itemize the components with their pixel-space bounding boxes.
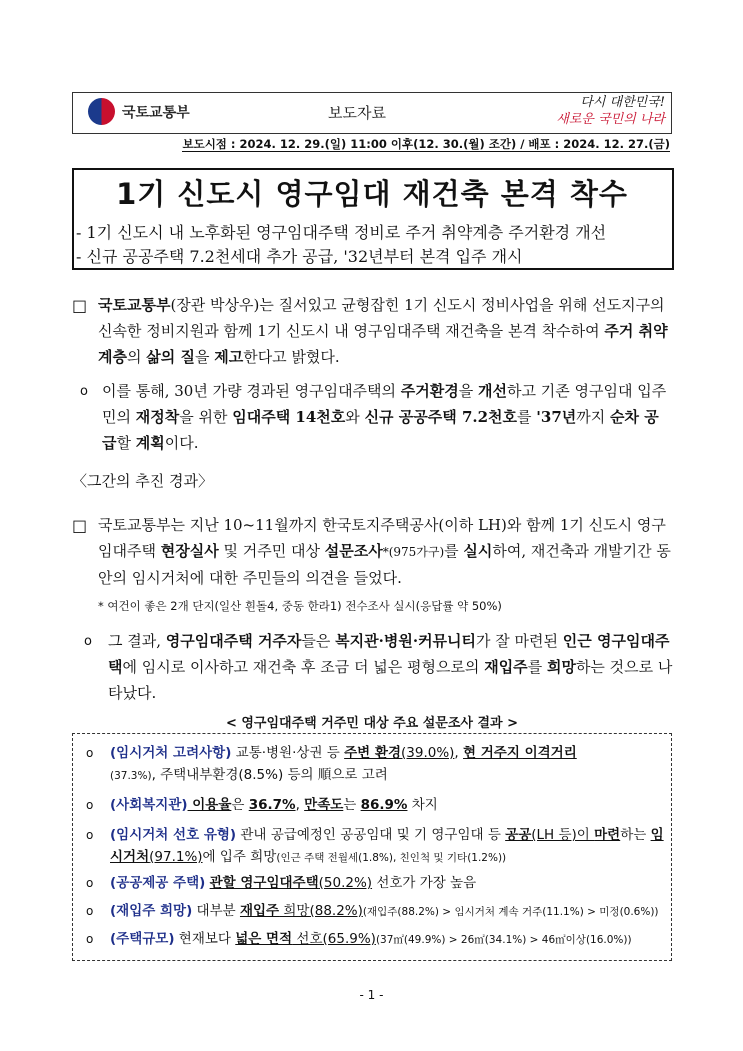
survey-percent: (39.0%) [401,745,455,761]
slogan [530,94,665,128]
p1-text-3: 을 [194,348,215,366]
footnote: * 여건이 좋은 2개 단지(일산 흰돌4, 중동 한라1) 전수조사 실시(응답률 약 50%) [98,599,502,613]
p3-text-1: 국토교통부는 지난 10~11월까지 한국토지주택공사(이하 LH)와 함께 1기 신도시 영구임대주택 [98,516,666,560]
release-text: 보도시점 : 2024. 12. 29.(일) 11:00 이후(12. 30.(월) 조간) / 배포 : 2024. 12. 27.(금) [182,137,670,151]
survey-text: 는 [343,797,361,813]
p4-text-2: 들은 [301,632,336,650]
survey-bold: 주변 환경 [344,745,401,761]
page-title: 1기 신도시 영구임대 재건축 본격 착수 [116,177,628,211]
p1-highlight-1: 주거 취약계층 [98,322,668,366]
p3-bold-1: 현장실사 [160,542,219,560]
p3-text-2: 및 거주민 대상 [218,542,325,560]
square-bullet-icon: □ [72,516,88,535]
survey-tag: (재입주 희망) [110,903,193,919]
p2-bold-5: 신규 공공주택 7.2천호 [364,408,518,426]
survey-tag: (공공제공 주택) [110,875,206,891]
survey-item [86,928,668,951]
survey-bold: 재입주 [239,903,280,919]
survey-text: (LH 등)이 [531,827,595,843]
p2-bold-8: 계획 [135,434,165,452]
taegeuk-logo-icon [88,98,115,125]
p3-text-3: 를 [444,542,464,560]
p2-text-4: 을 위한 [179,408,233,426]
paragraph-1 [98,292,670,370]
subtitle-2: - 신규 공공주택 7.2천세대 추가 공급, '32년부터 본격 입주 개시 [76,247,523,266]
p4-bold-1: 영구임대주택 거주자 [165,632,302,650]
p2-text-1: 이를 통해, 30년 가량 경과된 영구임대주택의 [102,382,401,400]
circle-bullet-icon: o [86,904,94,918]
survey-percent: (50.2%) [318,875,373,891]
survey-text: 차지 [407,797,438,813]
release-info [72,136,670,152]
ministry-name: 국토교통부 [122,105,190,121]
survey-bold: 현 거주지 이격거리 [463,745,577,761]
p4-text-3: 가 잘 마련된 [476,632,563,650]
p3-bold-2: 설문조사 [324,542,383,560]
survey-text: , 주택내부환경(8.5%) 등의 順으로 고려 [151,767,388,783]
p1-ministry: 국토교통부 [98,296,171,314]
slogan-line-2: 새로운 국민의 나라 [556,112,665,127]
paragraph-3 [98,512,672,591]
circle-bullet-icon: o [86,798,94,812]
p2-text-2: 을 [458,382,479,400]
survey-item [86,900,668,923]
p4-text-4: 에 임시로 이사하고 재건축 후 조금 더 넓은 평형으로의 [122,658,485,676]
survey-text: , [454,745,464,761]
survey-text: 현재보다 [174,931,236,947]
survey-text: 선호 [292,931,323,947]
subtitle-1: - 1기 신도시 내 노후화된 영구임대주택 정비로 주거 취약계층 주거환경 개선 [76,223,607,242]
p4-bold-4: 재입주 [484,658,528,676]
p1-highlight-3: 제고 [214,348,244,366]
survey-tag: (임시거처 선호 유형) [110,827,237,843]
p2-bold-7: 순차 공급 [102,408,659,452]
survey-bold: 만족도 [304,797,344,813]
p4-text-5: 를 [527,658,547,676]
circle-bullet-icon: o [86,746,94,760]
survey-detail: (재입주(88.2%) > 임시거처 계속 거주(11.1%) > 미정(0.6%)) [362,906,659,918]
p2-bold-3: 재정착 [135,408,180,426]
survey-bold: 넓은 면적 [235,931,293,947]
p2-bold-1: 주거환경 [400,382,459,400]
survey-percent: (65.9%) [322,931,376,947]
document-type: 보도자료 [328,104,386,122]
survey-percent: (88.2%) [309,903,363,919]
page-number: - 1 - [359,988,384,1002]
survey-item [86,742,668,787]
survey-bold: 36.7% [248,797,296,813]
circle-bullet-icon: o [84,634,92,649]
paragraph-2 [102,378,672,456]
p2-text-9: 이다. [164,434,199,452]
survey-text: 은 [231,797,249,813]
circle-bullet-icon: o [86,828,94,842]
survey-title: < 영구임대주택 거주민 대상 주요 설문조사 결과 > [225,716,519,731]
circle-bullet-icon: o [86,876,94,890]
p3-bold-3: 실시 [463,542,493,560]
survey-text: 희망 [279,903,310,919]
square-bullet-icon: □ [72,296,88,315]
survey-bold: 임시거처 [110,827,664,865]
survey-text: 선호가 가장 높음 [372,875,477,891]
survey-percent: (37.3%) [110,770,152,782]
p4-bold-3: 인근 영구임대주택 [108,632,670,676]
p1-text-4: 한다고 밝혔다. [243,348,340,366]
p2-text-7: 까지 [576,408,611,426]
circle-bullet-icon: o [86,932,94,946]
survey-bold: 이용율 [187,797,232,813]
paragraph-4 [108,628,674,706]
p2-text-6: 를 [517,408,537,426]
survey-percent: (97.1%) [149,849,203,865]
section-heading: 〈그간의 추진 경과〉 [72,472,213,490]
survey-bold: 공공 [505,827,532,843]
survey-text: 교통·병원·상권 등 [231,745,345,761]
survey-tag: (사회복지관) [110,797,188,813]
survey-detail: (37㎡(49.9%) > 26㎡(34.1%) > 46㎡이상(16.0%)) [375,934,632,946]
p4-text-1: 그 결과, [108,632,166,650]
p4-text-6: 하는 것으로 나타났다. [108,658,673,702]
slogan-line-1: 다시 대한민국! [580,95,665,110]
survey-text: 대부분 [192,903,240,919]
survey-detail: (인근 주택 전월세(1.8%), 친인척 및 기타(1.2%)) [276,852,507,864]
p2-bold-6: '37년 [536,408,577,426]
survey-tag: (임시거처 고려사항) [110,745,232,761]
p2-text-3: 하고 기존 영구임대 입주민의 [102,382,667,426]
survey-tag: (주택규모) [110,931,175,947]
p4-bold-5: 희망 [546,658,576,676]
p2-bold-2: 개선 [478,382,508,400]
survey-item [86,824,668,869]
p1-text: (장관 박상우)는 질서있고 균형잡힌 1기 신도시 정비사업을 위해 선도지구의 신속한 정비지원과 함께 1기 신도시 내 영구임대주택 재건축을 본격 착수하여 [98,296,665,340]
p1-text-2: 의 [126,348,147,366]
survey-item [86,794,668,816]
p4-bold-2: 복지관·병원·커뮤니티 [335,632,477,650]
p2-text-8: 할 [116,434,136,452]
survey-text: 관내 공급예정인 공공임대 및 기 영구임대 등 [236,827,506,843]
p2-text-5: 와 [345,408,365,426]
survey-item [86,872,668,894]
survey-text: 하는 [620,827,651,843]
survey-text: , [295,797,305,813]
survey-bold: 마련 [594,827,621,843]
survey-bold: 86.9% [360,797,408,813]
survey-text: 에 입주 희망 [202,849,277,865]
p3-note: *(975가구) [382,545,445,559]
circle-bullet-icon: o [80,384,88,399]
p1-highlight-2: 삶의 질 [146,348,195,366]
survey-bold: 관할 영구임대주택 [209,875,319,891]
p2-bold-4: 임대주택 14천호 [232,408,346,426]
p3-text-4: 하여, 재건축과 개발기간 동안의 임시거처에 대한 주민들의 의견을 들었다. [98,542,671,587]
